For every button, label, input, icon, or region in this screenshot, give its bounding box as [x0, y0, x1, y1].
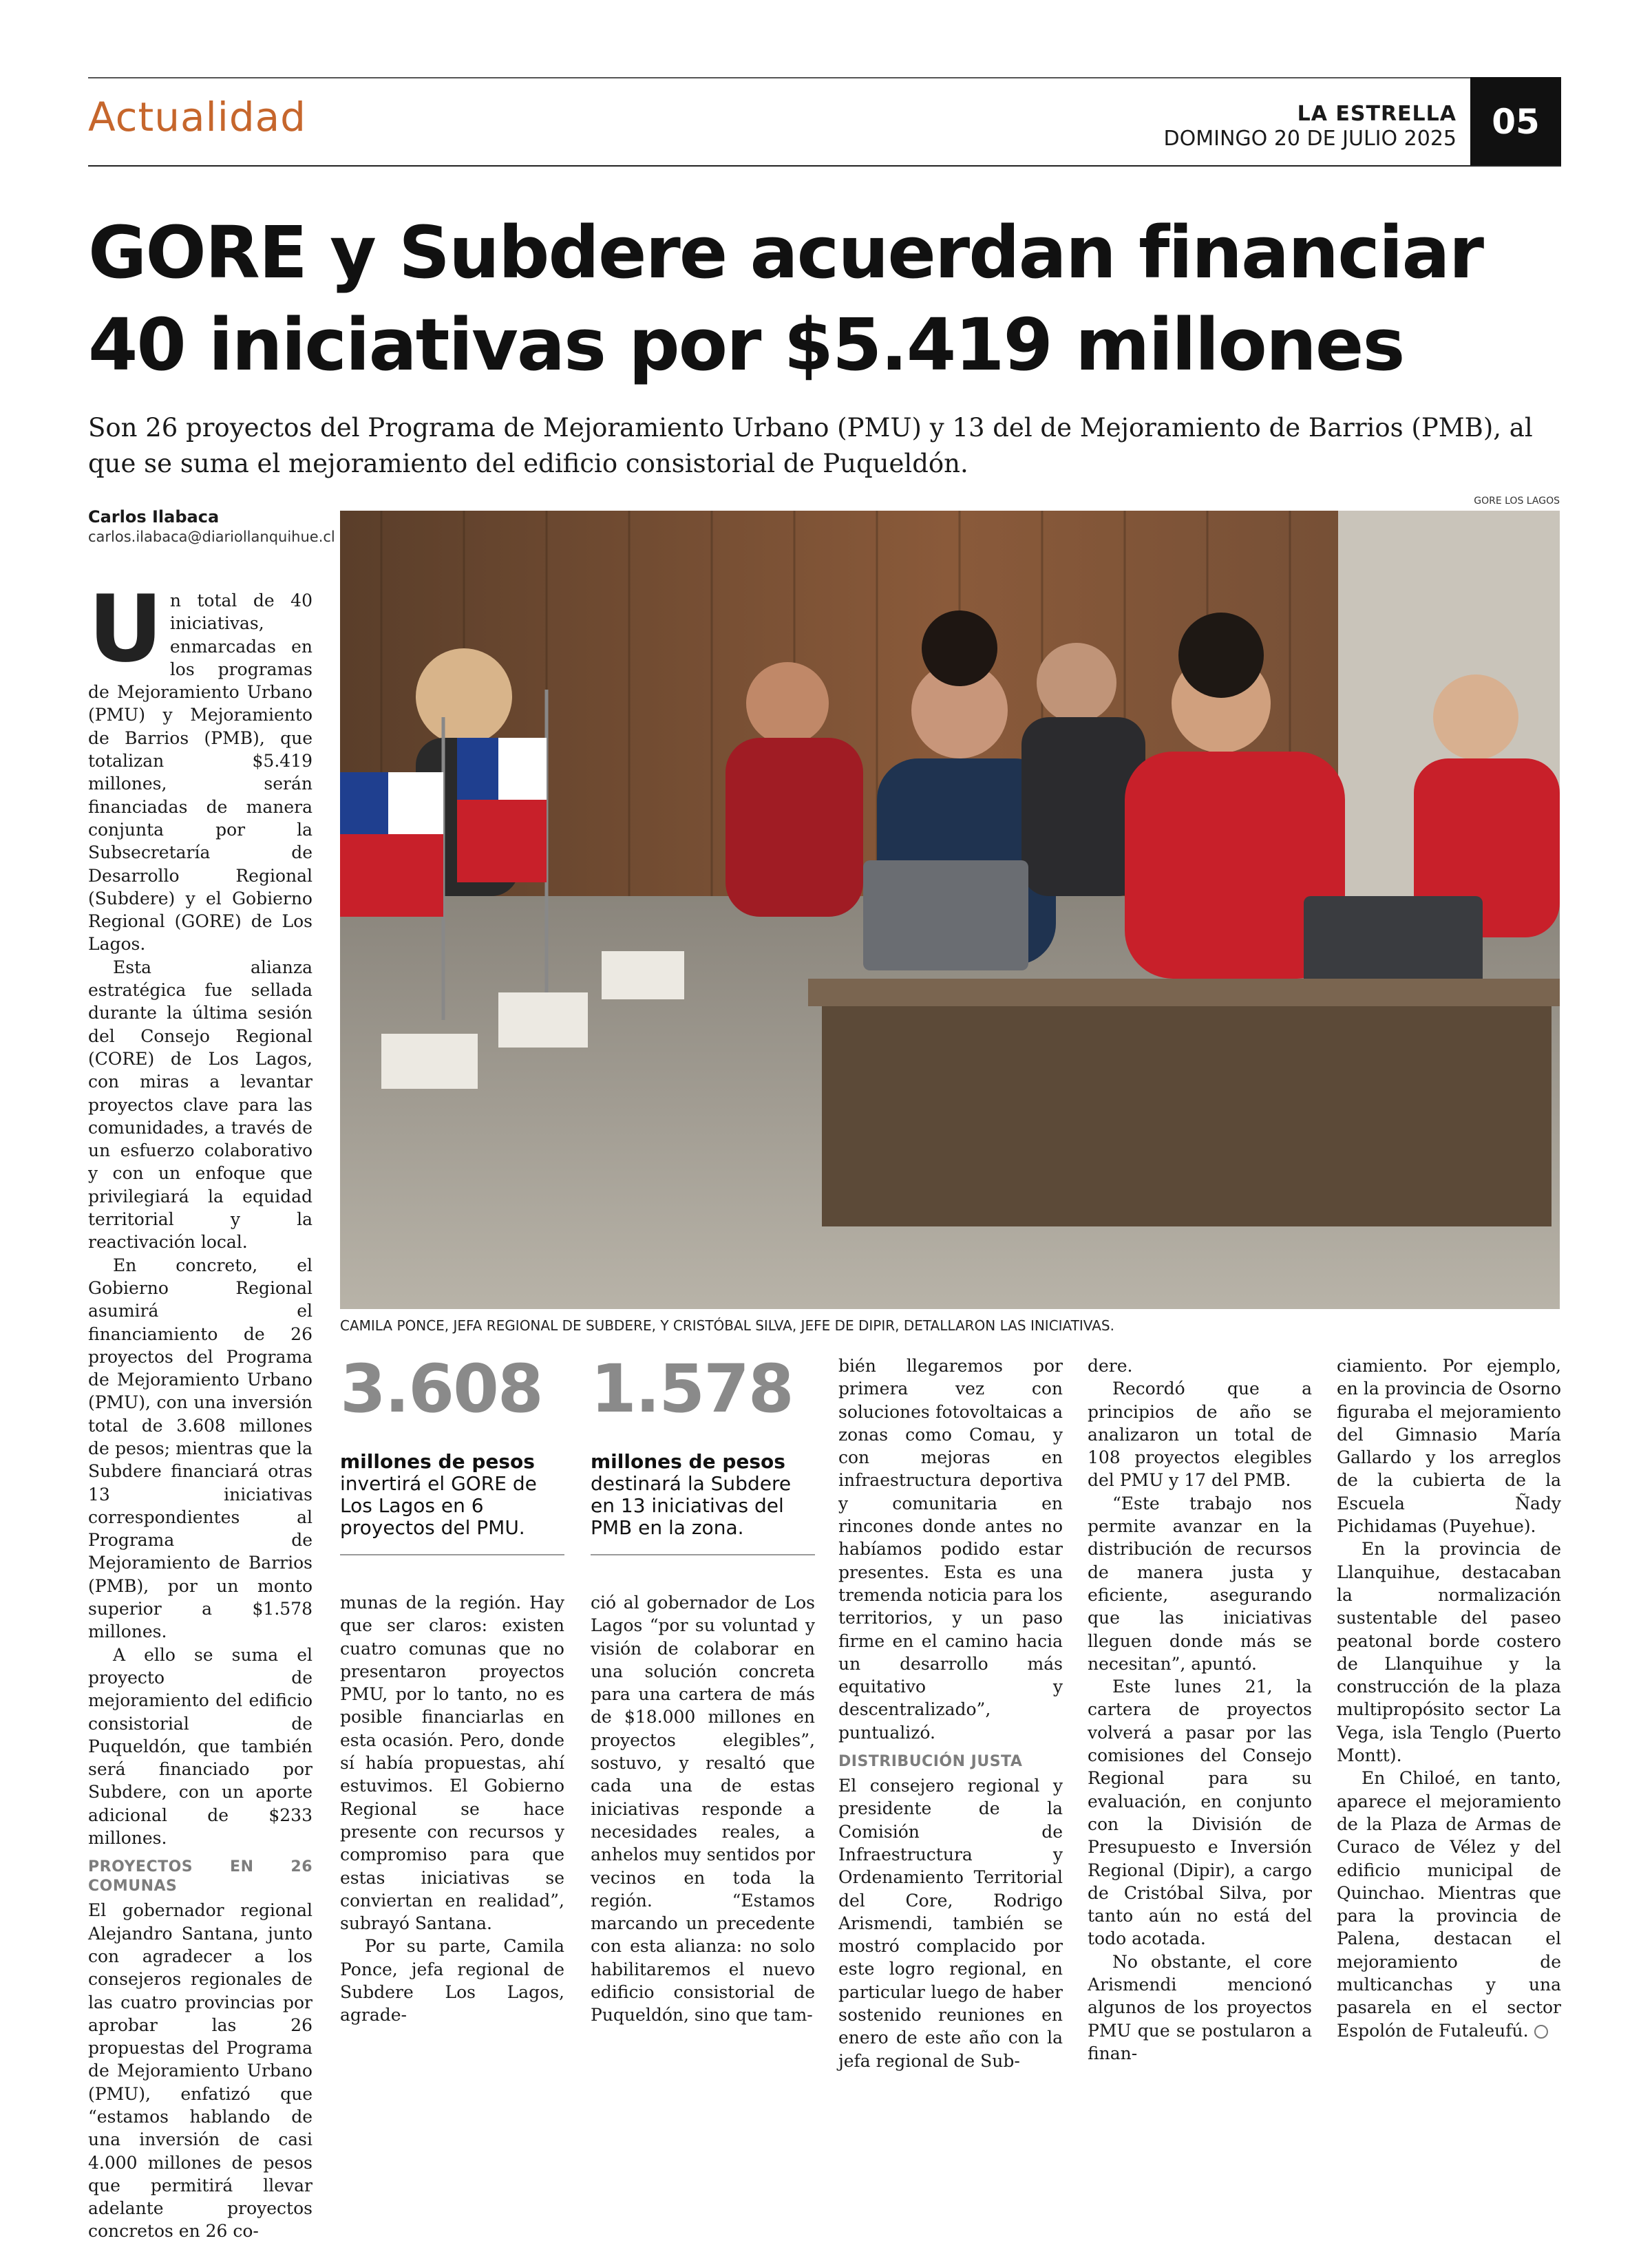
body-paragraph: ció al gobernador de Los Lagos “por su voluntad y visión de colaborar en una solución concreta para una cartera de más de $18.000 millones en proyectos elegibles”, sostuvo, y resaltó que cada una de estas iniciativas responde a necesidades reales, a anhelos muy sentidos por vecinos en toda la región. “Estamos marcando un precedente con esta alianza: no solo habilitaremos el nuevo edificio consistorial de Puqueldón, sino que tam-: [591, 1593, 815, 2026]
article-column-6: [1337, 1354, 1561, 2042]
fact-number: 3.608: [340, 1350, 542, 1427]
fact-box-gore: [340, 1350, 567, 1539]
fact-text: destinará la Subdere en 13 iniciativas del PMB en la zona.: [591, 1472, 792, 1539]
newspaper-name: LA ESTRELLA: [1297, 102, 1457, 126]
header-top-rule: [88, 77, 1561, 78]
body-paragraph: El gobernador regional Alejandro Santana, junto con agradecer a los consejeros regionales de las cuatro provincias por aprobar las 26 propuestas del Programa de Mejoramiento Urbano (PMU), enfatizó que “estamos hablando de una inversión de casi 4.000 millones de pesos que permitirá llevar adelante proyectos concretos en 26 co-: [88, 1900, 313, 2242]
article-column-3: [591, 1591, 815, 2027]
page-number: 05: [1470, 77, 1561, 167]
subheading-distribucion: DISTRIBUCIÓN JUSTA: [838, 1753, 1023, 1771]
drop-cap: U: [88, 575, 163, 683]
headline-line-2: 40 iniciativas por $5.419 millones: [88, 303, 1404, 387]
fact-number: 1.578: [591, 1350, 793, 1427]
fact-box-subdere: [591, 1350, 818, 1539]
author-name: Carlos Ilabaca: [88, 507, 220, 527]
fact-label: millones de pesos: [340, 1450, 535, 1473]
body-paragraph: bién llegaremos por primera vez con soluciones fotovoltaicas a zonas como Comau, y con mejoras en infraestructura deportiva y comunitaria en rincones donde antes no habíamos podido estar presentes. Esta es una tremenda noticia para los territorios, y un paso firme en el camino hacia un desarrollo más equitativo y descentralizado”, puntualizó.: [838, 1356, 1063, 1743]
issue-date: DOMINGO 20 DE JULIO 2025: [1163, 127, 1457, 151]
article-column-1: [88, 575, 313, 2243]
fact-text: invertirá el GORE de Los Lagos en 6 proyectos del PMU.: [340, 1472, 537, 1539]
photo-credit: GORE LOS LAGOS: [1474, 496, 1560, 507]
body-paragraph: No obstante, el core Arismendi mencionó algunos de los proyectos PMU que se postularon a finan-: [1088, 1951, 1312, 2063]
body-paragraph: A ello se suma el proyecto de mejoramiento del edificio consistorial de Puqueldón, que también será financiado por Subdere, con un aporte adicional de $233 millones.: [88, 1644, 313, 1849]
body-paragraph: munas de la región. Hay que ser claros: existen cuatro comunas que no presentaron proyectos PMU, por lo tanto, no es posible financiarlas en esta ocasión. Pero, donde sí había propuestas, ahí estuvimos. El Gobierno Regional se hace presente con recursos y compromiso para que estas iniciativas se conviertan en realidad”, subrayó Santana.: [340, 1593, 564, 1934]
fact-label: millones de pesos: [591, 1450, 785, 1473]
body-paragraph: Un total de 40 iniciativas, enmarcadas en los programas de Mejoramiento Urbano (PMU) y Mejoramiento de Barrios (PMB), que totalizan $5.419 millones, serán financiadas de manera conjunta por la Subsecretaría de Desarrollo Regional (Subdere) y el Gobierno Regional (GORE) de Los Lagos.: [88, 575, 313, 955]
article-column-5: [1088, 1354, 1312, 2065]
body-paragraph: ciamiento. Por ejemplo, en la provincia de Osorno figuraba el mejoramiento del Gimnasio María Gallardo y los arreglos de la cubierta de la Escuela Ñady Pichidamas (Puyehue).: [1337, 1356, 1561, 1537]
meeting-photo-illustration: [340, 511, 1560, 1309]
body-paragraph: Este lunes 21, la cartera de proyectos volverá a pasar por las comisiones del Consejo Regional para su evaluación, en conjunto con la División de Presupuesto e Inversión Regional (Dipir), a cargo de Cristóbal Silva, por tanto aún no está del todo acotada.: [1088, 1677, 1312, 1949]
fact-separator: [591, 1554, 815, 1555]
body-paragraph: Recordó que a principios de año se analizaron un total de 108 proyectos elegibles del PMU y 17 del PMB.: [1088, 1379, 1312, 1491]
headline: [88, 206, 1575, 391]
body-paragraph: “Este trabajo nos permite avanzar en la distribución de recursos de manera justa y eficiente, asegurando que las iniciativas lleguen donde más se necesitan”, apuntó.: [1088, 1493, 1312, 1674]
fact-separator: [340, 1554, 564, 1555]
headline-line-1: GORE y Subdere acuerdan financiar: [88, 211, 1483, 295]
body-paragraph: En concreto, el Gobierno Regional asumirá el financiamiento de 26 proyectos del Programa de Mejoramiento Urbano (PMU), con una inversión total de 3.608 millones de pesos; mientras que la Subdere financiará otras 13 iniciativas correspondientes al Programa de Mejoramiento de Barrios (PMB), por un monto superior a $1.578 millones.: [88, 1255, 313, 1642]
body-paragraph: dere.: [1088, 1356, 1133, 1376]
body-paragraph: El consejero regional y presidente de la Comisión de Infraestructura y Ordenamiento Territorial del Core, Rodrigo Arismendi, también se mostró complacido por este logro regional, en particular luego de haber sostenido reuniones en enero de este año con la jefa regional de Sub-: [838, 1776, 1063, 2071]
deck: Son 26 proyectos del Programa de Mejoramiento Urbano (PMU) y 13 del de Mejoramiento de Barrios (PMB), al que se suma el mejoramiento del edificio consistorial de Puqueldón.: [88, 413, 1533, 478]
author-email: carlos.ilabaca@diariollanquihue.cl: [88, 529, 335, 545]
photo-caption: CAMILA PONCE, JEFA REGIONAL DE SUBDERE, Y CRISTÓBAL SILVA, JEFE DE DIPIR, DETALLARON LAS INICIATIVAS.: [340, 1317, 1114, 1334]
article-column-4: [838, 1354, 1063, 2072]
body-paragraph: Esta alianza estratégica fue sellada durante la última sesión del Consejo Regional (CORE) de Los Lagos, con miras a levantar proyectos clave para las comunidades, a través de un esfuerzo colaborativo y con un enfoque que privilegiará la equidad territorial y la reactivación local.: [88, 957, 313, 1253]
header-bottom-rule: [88, 165, 1561, 167]
section-label: Actualidad: [88, 94, 306, 140]
body-paragraph: Por su parte, Camila Ponce, jefa regional de Subdere Los Lagos, agrade-: [340, 1936, 564, 2026]
newspaper-masthead: [1164, 102, 1457, 151]
byline: [88, 507, 335, 546]
subheading-proyectos: PROYECTOS EN 26 COMUNAS: [88, 1858, 313, 1895]
article-photo: [340, 511, 1560, 1309]
body-paragraph: En Chiloé, en tanto, aparece el mejoramiento de la Plaza de Armas de Curaco de Vélez y del edificio municipal de Quinchao. Mientras que para la provincia de Palena, destacan el mejoramiento de multicanchas y una pasarela en el sector Espolón de Futaleufú.: [1337, 1768, 1561, 2041]
body-paragraph: En la provincia de Llanquihue, destacaban la normalización sustentable del paseo peatonal borde costero de Llanquihue y la construcción de la plaza multipropósito sector La Vega, isla Tenglo (Puerto Montt).: [1337, 1539, 1561, 1766]
article-column-2: [340, 1591, 564, 2027]
end-of-article-icon: [1534, 2025, 1548, 2039]
